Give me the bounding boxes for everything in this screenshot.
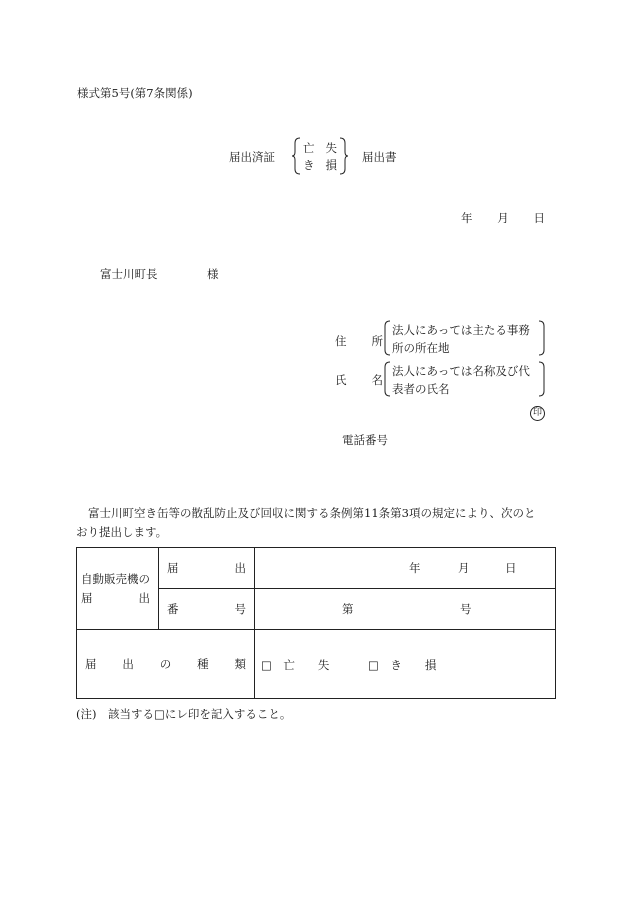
option-damaged-checkbox[interactable]: □ き 損 (368, 658, 437, 672)
row2-value[interactable]: 第 号 (255, 589, 556, 630)
row1-label: 届 出 (159, 548, 255, 589)
body-text-line2: おり提出します。 (76, 525, 168, 539)
name-label: 氏 名 (335, 373, 383, 387)
row3-options (255, 630, 556, 699)
name-note-line1: 法人にあっては名称及び代 (392, 364, 530, 378)
title-right-brace (339, 137, 349, 175)
row-group-label-line1: 自動販売機の (81, 571, 150, 586)
address-right-bracket (538, 320, 545, 356)
title-option-lost: 亡 失 (303, 141, 337, 155)
address-label: 住 所 (335, 334, 383, 348)
address-left-bracket (384, 320, 391, 356)
body-text-line1: 富士川町空き缶等の散乱防止及び回収に関する条例第11条第3項の規定により、次のと (88, 506, 536, 520)
option-lost-checkbox[interactable]: □ 亡 失 (261, 658, 330, 672)
title-prefix: 届出済証 (229, 150, 275, 164)
title-suffix: 届出書 (362, 150, 397, 164)
name-left-bracket (384, 361, 391, 397)
name-right-bracket (538, 361, 545, 397)
row1-value[interactable]: 年 月 日 (255, 548, 556, 589)
date-month: 月 (497, 211, 509, 225)
submission-table (76, 547, 556, 699)
name-note-line2: 表者の氏名 (392, 382, 450, 396)
row3-label: 届 出 の 種 類 (77, 630, 255, 699)
seal-mark: 印 (530, 406, 545, 421)
address-note-line2: 所の所在地 (392, 341, 450, 355)
date-day: 日 (533, 211, 545, 225)
phone-label: 電話番号 (342, 433, 388, 447)
date-year: 年 (461, 211, 473, 225)
title-left-brace (291, 137, 301, 175)
row-group-label (77, 548, 159, 630)
addressee-honorific: 様 (207, 267, 219, 281)
date-line (461, 210, 545, 226)
address-note-line1: 法人にあっては主たる事務 (392, 323, 530, 337)
form-number: 様式第5号(第7条関係) (77, 86, 193, 100)
row-group-label-line2: 届 出 (81, 590, 150, 605)
title-option-damaged: き 損 (303, 158, 337, 172)
footnote: (注) 該当する□にレ印を記入すること。 (76, 707, 292, 721)
addressee-name: 富士川町長 (100, 267, 158, 281)
row2-label: 番 号 (159, 589, 255, 630)
